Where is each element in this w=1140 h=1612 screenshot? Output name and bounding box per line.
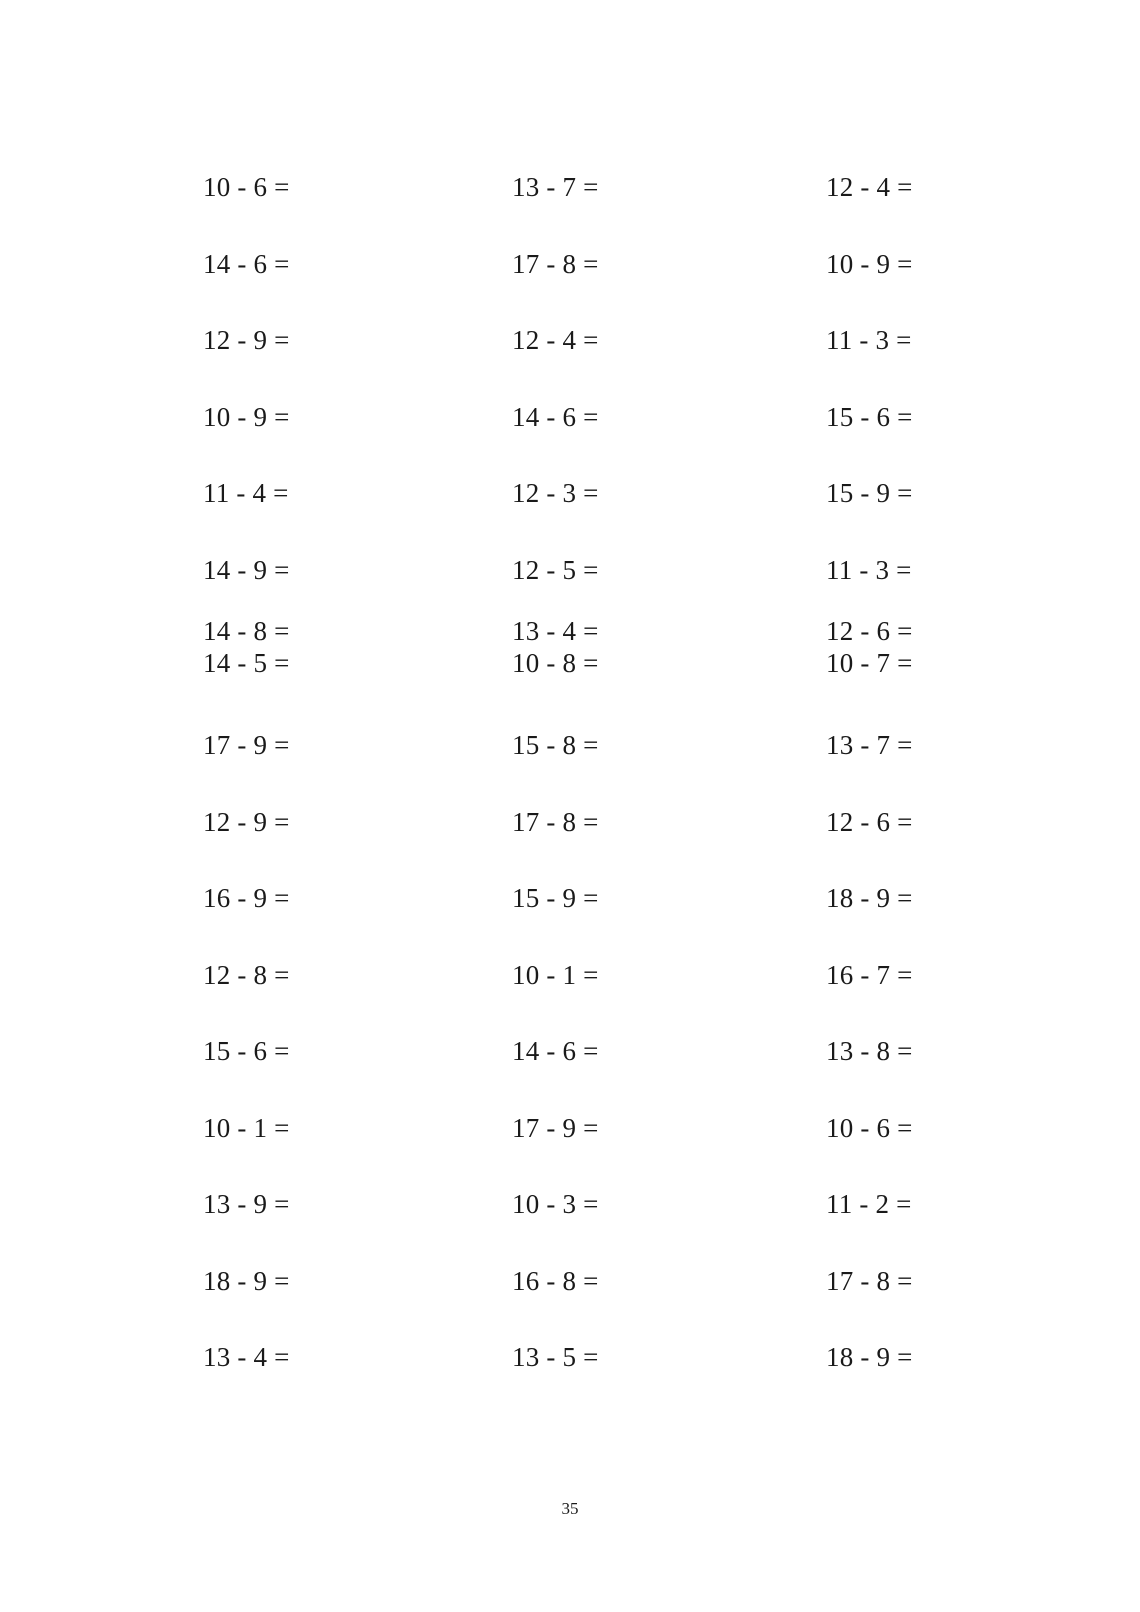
problem-7-1: 14 - 8 = bbox=[203, 616, 290, 646]
problem-15-3: 11 - 2 = bbox=[826, 1189, 912, 1219]
problem-6-2: 12 - 5 = bbox=[512, 555, 599, 585]
page-number: 35 bbox=[561, 1499, 579, 1518]
problem-8-3: 10 - 7 = bbox=[826, 648, 913, 678]
problem-4-1: 10 - 9 = bbox=[203, 402, 290, 432]
problem-2-1: 14 - 6 = bbox=[203, 249, 290, 279]
problem-8-1: 14 - 5 = bbox=[203, 648, 290, 678]
problem-4-3: 15 - 6 = bbox=[826, 402, 913, 432]
problem-1-1: 10 - 6 = bbox=[203, 172, 290, 202]
problem-13-2: 14 - 6 = bbox=[512, 1036, 599, 1066]
problem-2-2: 17 - 8 = bbox=[512, 249, 599, 279]
problem-14-1: 10 - 1 = bbox=[203, 1113, 290, 1143]
problem-16-2: 16 - 8 = bbox=[512, 1266, 599, 1296]
problem-6-1: 14 - 9 = bbox=[203, 555, 290, 585]
problem-2-3: 10 - 9 = bbox=[826, 249, 913, 279]
problem-9-1: 17 - 9 = bbox=[203, 730, 290, 760]
problem-3-3: 11 - 3 = bbox=[826, 325, 912, 355]
problem-13-3: 13 - 8 = bbox=[826, 1036, 913, 1066]
problem-16-3: 17 - 8 = bbox=[826, 1266, 913, 1296]
problem-9-2: 15 - 8 = bbox=[512, 730, 599, 760]
problem-6-3: 11 - 3 = bbox=[826, 555, 912, 585]
problem-14-3: 10 - 6 = bbox=[826, 1113, 913, 1143]
problem-11-3: 18 - 9 = bbox=[826, 883, 913, 913]
problem-13-1: 15 - 6 = bbox=[203, 1036, 290, 1066]
problem-5-3: 15 - 9 = bbox=[826, 478, 913, 508]
problem-10-2: 17 - 8 = bbox=[512, 807, 599, 837]
problem-12-2: 10 - 1 = bbox=[512, 960, 599, 990]
problem-14-2: 17 - 9 = bbox=[512, 1113, 599, 1143]
problem-5-2: 12 - 3 = bbox=[512, 478, 599, 508]
problem-11-1: 16 - 9 = bbox=[203, 883, 290, 913]
problem-7-3: 12 - 6 = bbox=[826, 616, 913, 646]
problem-3-1: 12 - 9 = bbox=[203, 325, 290, 355]
problem-1-3: 12 - 4 = bbox=[826, 172, 913, 202]
problem-7-2: 13 - 4 = bbox=[512, 616, 599, 646]
problem-17-1: 13 - 4 = bbox=[203, 1342, 290, 1372]
problem-8-2: 10 - 8 = bbox=[512, 648, 599, 678]
problem-15-2: 10 - 3 = bbox=[512, 1189, 599, 1219]
problem-15-1: 13 - 9 = bbox=[203, 1189, 290, 1219]
problem-9-3: 13 - 7 = bbox=[826, 730, 913, 760]
problem-17-2: 13 - 5 = bbox=[512, 1342, 599, 1372]
problem-3-2: 12 - 4 = bbox=[512, 325, 599, 355]
problem-12-1: 12 - 8 = bbox=[203, 960, 290, 990]
problem-10-1: 12 - 9 = bbox=[203, 807, 290, 837]
problem-17-3: 18 - 9 = bbox=[826, 1342, 913, 1372]
problem-11-2: 15 - 9 = bbox=[512, 883, 599, 913]
problem-1-2: 13 - 7 = bbox=[512, 172, 599, 202]
problem-10-3: 12 - 6 = bbox=[826, 807, 913, 837]
problem-16-1: 18 - 9 = bbox=[203, 1266, 290, 1296]
problem-5-1: 11 - 4 = bbox=[203, 478, 289, 508]
problem-12-3: 16 - 7 = bbox=[826, 960, 913, 990]
problem-4-2: 14 - 6 = bbox=[512, 402, 599, 432]
